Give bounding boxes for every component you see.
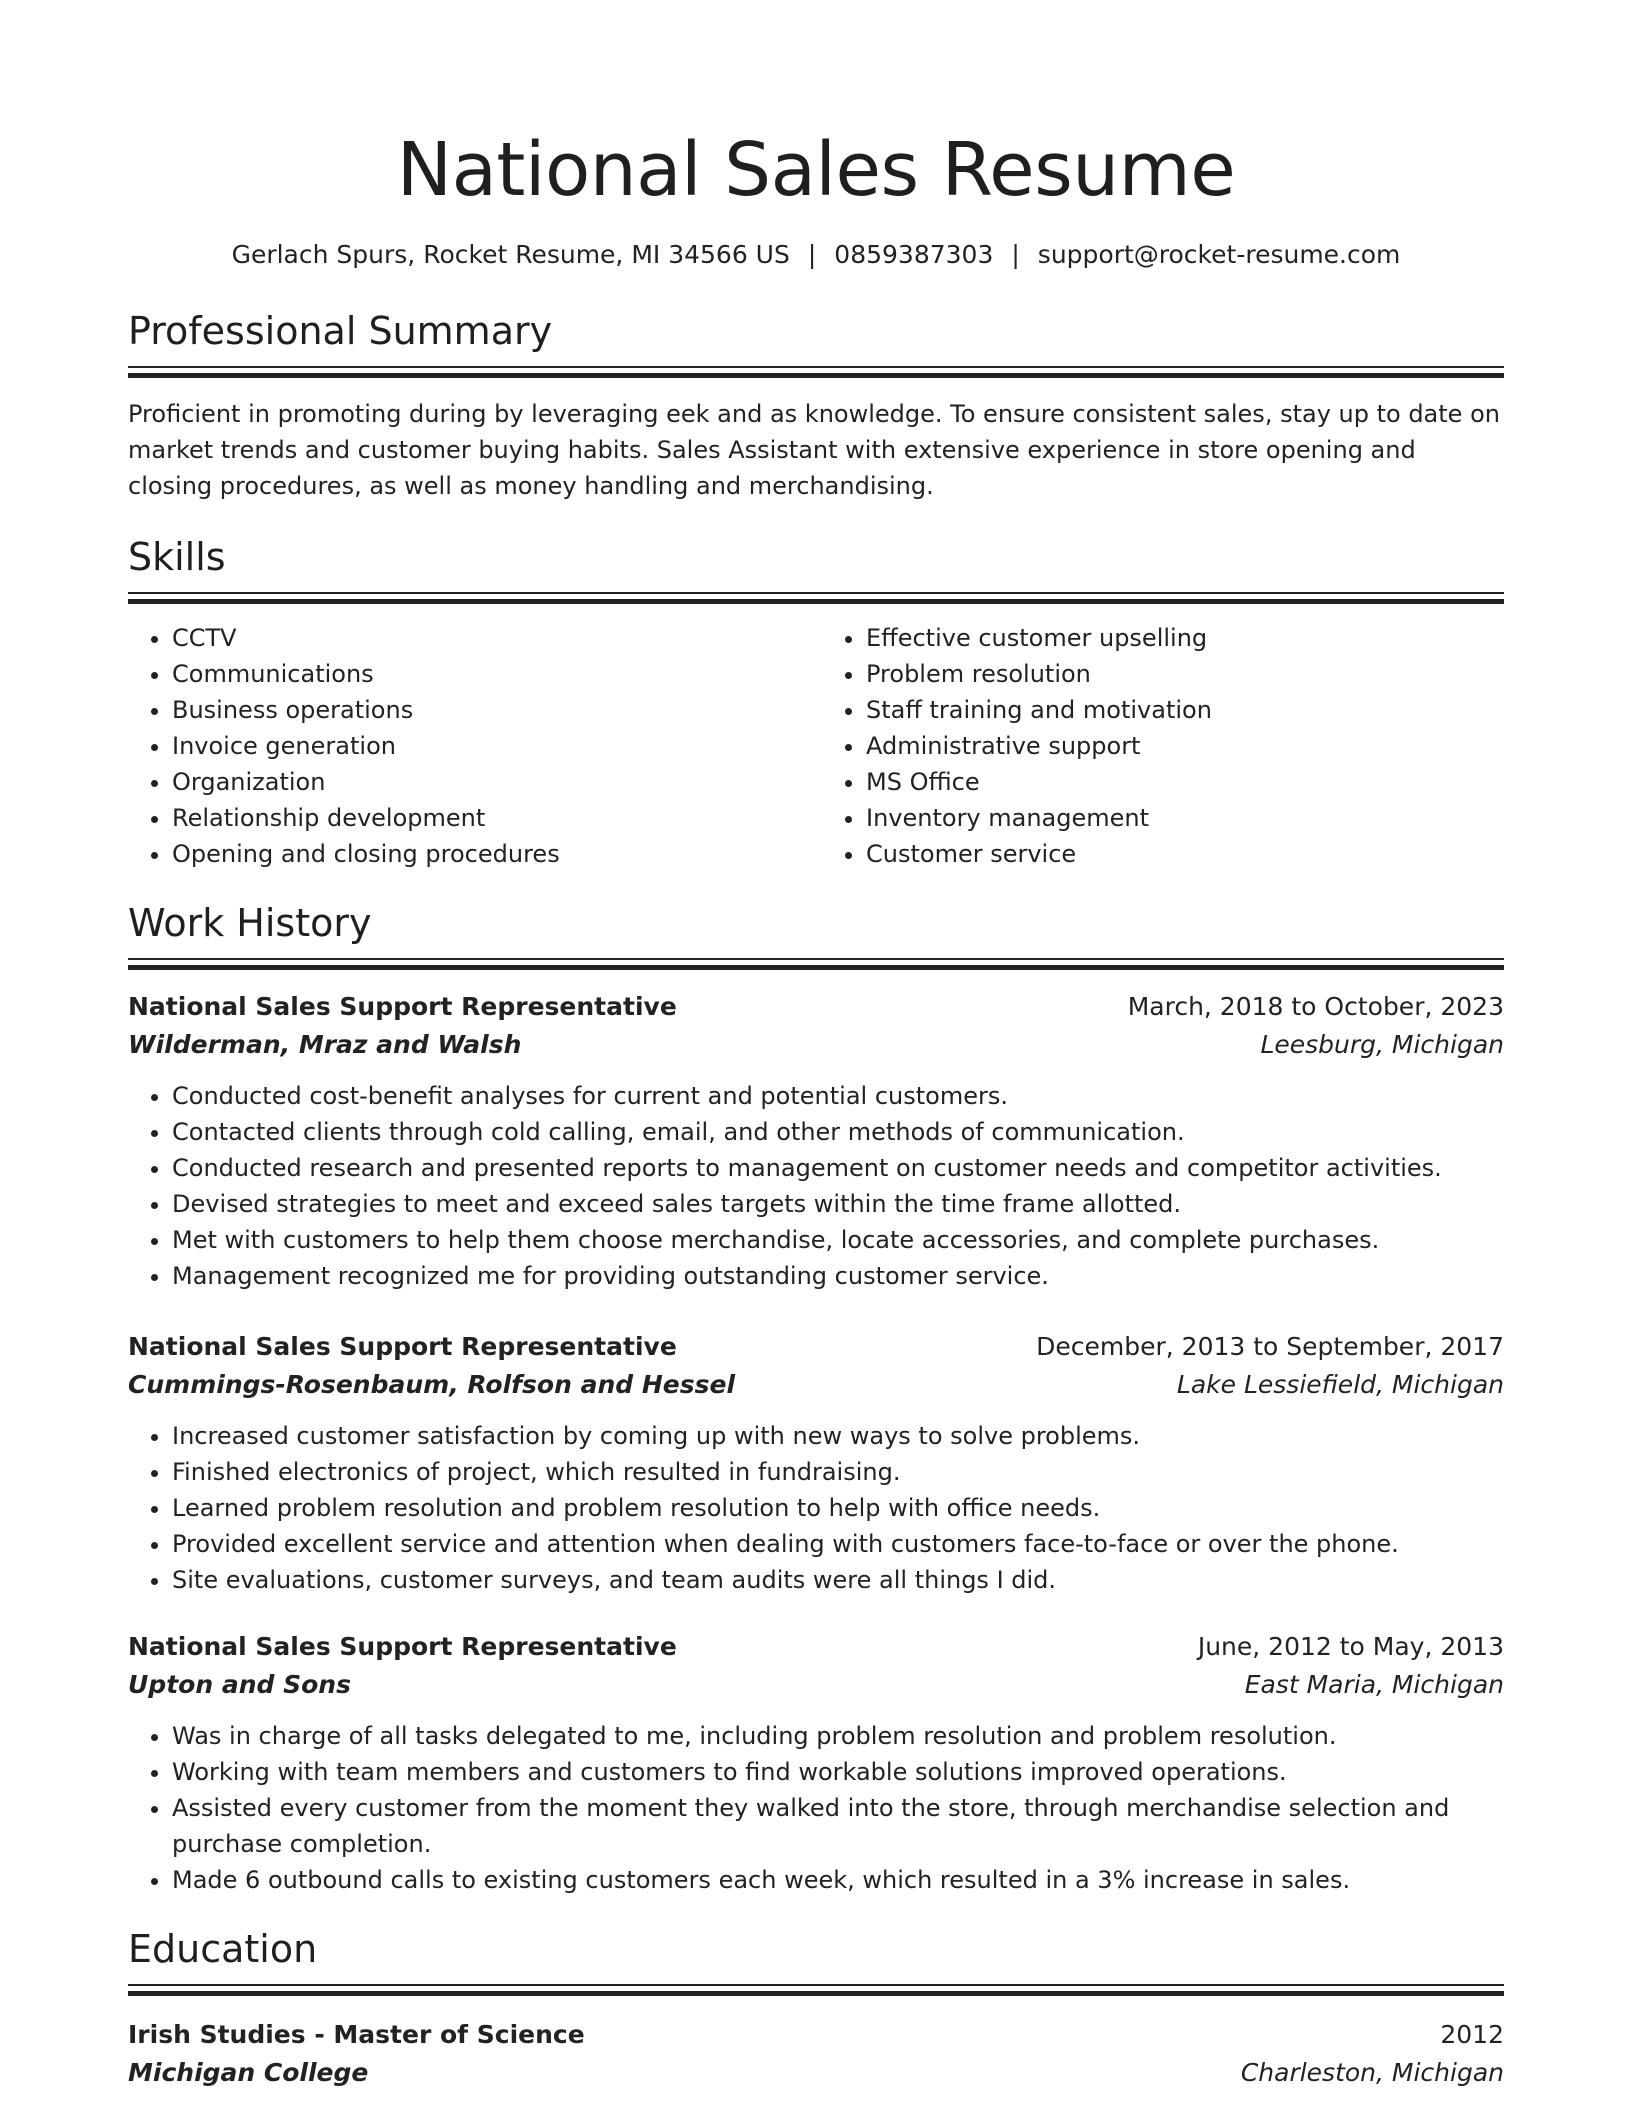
duty-item: • Learned problem resolution and problem resolution to help with office needs. [172, 1490, 1504, 1526]
skills-section [128, 532, 1504, 872]
address: Gerlach Spurs, Rocket Resume, MI 34566 US [231, 240, 790, 269]
skill-item: • Business operations [172, 692, 816, 728]
skill-item: • Staff training and motivation [866, 692, 1504, 728]
job-company-row [128, 1366, 1504, 1404]
education-section [128, 1924, 1504, 2092]
duty-item: • Provided excellent service and attention when dealing with customers face-to-face or over the phone. [172, 1526, 1504, 1562]
job-entry [128, 988, 1504, 1294]
job-header-row [128, 1628, 1504, 1666]
skill-item: • Relationship development [172, 800, 816, 836]
phone: 0859387303 [834, 240, 994, 269]
duty-item: • Finished electronics of project, which resulted in fundraising. [172, 1454, 1504, 1490]
school-name: Michigan College [128, 2058, 369, 2087]
duty-item: • Contacted clients through cold calling, email, and other methods of communication. [172, 1114, 1504, 1150]
duty-item: • Site evaluations, customer surveys, and team audits were all things I did. [172, 1562, 1504, 1598]
contact-separator: | [807, 240, 817, 269]
job-dates: December, 2013 to September, 2017 [1036, 1332, 1504, 1361]
section-title-work-history: Work History [128, 901, 372, 945]
job-company: Upton and Sons [128, 1670, 351, 1699]
skill-item: • CCTV [172, 620, 816, 656]
job-location: East Maria, Michigan [1244, 1670, 1504, 1699]
skill-item: • Customer service [866, 836, 1504, 872]
job-title: National Sales Support Representative [128, 1632, 677, 1661]
skill-item: • Communications [172, 656, 816, 692]
work-history-section [128, 898, 1504, 1898]
job-duties [128, 1078, 1504, 1294]
contact-separator: | [1011, 240, 1020, 269]
duty-item: • Conducted cost-benefit analyses for current and potential customers. [172, 1078, 1504, 1114]
job-header-row [128, 988, 1504, 1026]
job-location: Lake Lessiefield, Michigan [1176, 1370, 1504, 1399]
skill-item: • Effective customer upselling [866, 620, 1504, 656]
job-dates: June, 2012 to May, 2013 [1197, 1632, 1504, 1661]
duty-item: • Assisted every customer from the moment they walked into the store, through merchandise selection and purchase completion. [172, 1790, 1504, 1862]
section-divider [128, 958, 1504, 972]
job-title: National Sales Support Representative [128, 1332, 677, 1361]
skills-list-left [128, 620, 816, 872]
duty-item: • Met with customers to help them choose merchandise, locate accessories, and complete purchases. [172, 1222, 1504, 1258]
education-entry [128, 2016, 1504, 2092]
job-company: Cummings-Rosenbaum, Rolfson and Hessel [128, 1370, 736, 1399]
section-divider [128, 366, 1504, 380]
skill-item: • Invoice generation [172, 728, 816, 764]
skill-item: • Opening and closing procedures [172, 836, 816, 872]
summary-text: Proficient in promoting during by leveraging eek and as knowledge. To ensure consistent sales, stay up to date on market trends and customer buying habits. Sales Assistant with extensive experience in store opening and closing procedures, as well as money handling and merchandising. [128, 400, 1500, 500]
duty-item: • Working with team members and customers to find workable solutions improved operations. [172, 1754, 1504, 1790]
duty-item: • Devised strategies to meet and exceed sales targets within the time frame allotted. [172, 1186, 1504, 1222]
section-title-summary: Professional Summary [128, 309, 553, 353]
job-company-row [128, 1666, 1504, 1704]
job-entry [128, 1628, 1504, 1898]
duty-item: • Was in charge of all tasks delegated to me, including problem resolution and problem resolution. [172, 1718, 1504, 1754]
section-divider [128, 592, 1504, 606]
contact-line [128, 238, 1504, 272]
section-title-skills: Skills [128, 535, 226, 579]
email: support@rocket-resume.com [1037, 240, 1401, 269]
job-header-row [128, 1328, 1504, 1366]
job-company: Wilderman, Mraz and Walsh [128, 1030, 522, 1059]
degree: Irish Studies - Master of Science [128, 2020, 585, 2049]
graduation-year: 2012 [1440, 2020, 1504, 2049]
skills-grid [128, 620, 1504, 872]
summary-section [128, 306, 1504, 504]
skills-list-right [816, 620, 1504, 872]
job-title: National Sales Support Representative [128, 992, 677, 1021]
education-school-row [128, 2054, 1504, 2092]
job-dates: March, 2018 to October, 2023 [1127, 992, 1504, 1021]
school-location: Charleston, Michigan [1240, 2058, 1504, 2087]
resume-title: National Sales Resume [396, 127, 1236, 213]
skill-item: • Organization [172, 764, 816, 800]
skill-item: • MS Office [866, 764, 1504, 800]
duty-item: • Management recognized me for providing outstanding customer service. [172, 1258, 1504, 1294]
skill-item: • Inventory management [866, 800, 1504, 836]
skills-column-right [816, 620, 1504, 872]
skill-item: • Administrative support [866, 728, 1504, 764]
education-header-row [128, 2016, 1504, 2054]
section-divider [128, 1984, 1504, 1998]
job-duties [128, 1718, 1504, 1898]
skill-item: • Problem resolution [866, 656, 1504, 692]
skills-column-left [128, 620, 816, 872]
job-duties [128, 1418, 1504, 1598]
duty-item: • Made 6 outbound calls to existing customers each week, which resulted in a 3% increase in sales. [172, 1862, 1504, 1898]
job-entry [128, 1328, 1504, 1598]
job-company-row [128, 1026, 1504, 1064]
duty-item: • Conducted research and presented reports to management on customer needs and competitor activities. [172, 1150, 1504, 1186]
job-location: Leesburg, Michigan [1260, 1030, 1504, 1059]
duty-item: • Increased customer satisfaction by coming up with new ways to solve problems. [172, 1418, 1504, 1454]
section-title-education: Education [128, 1927, 318, 1971]
